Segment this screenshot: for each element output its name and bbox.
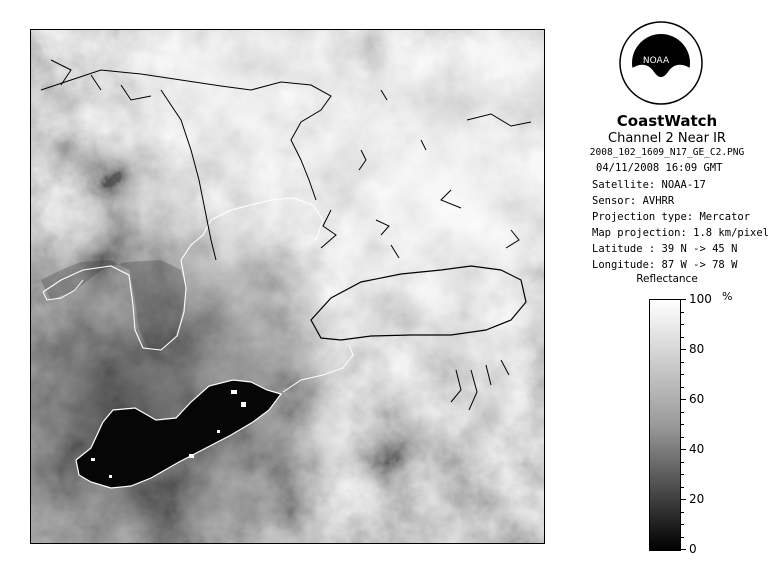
colorbar-tick-label: 60 <box>689 392 705 406</box>
map-projection-label: Map projection: 1.8 km/pixel <box>592 227 770 239</box>
satellite-label: Satellite: NOAA-17 <box>592 179 706 191</box>
info-panel <box>562 20 772 560</box>
satellite-image <box>30 29 545 544</box>
scale-title: Reflectance <box>636 273 698 285</box>
reflectance-colorbar <box>649 299 681 551</box>
datetime-label: 04/11/2008 16:09 GMT <box>596 162 723 174</box>
colorbar-tick <box>680 349 686 350</box>
colorbar-tick-label: 40 <box>689 442 705 456</box>
colorbar-tick-label: 20 <box>689 492 705 506</box>
colorbar-tick <box>680 324 684 325</box>
colorbar-tick <box>680 412 684 413</box>
colorbar-tick <box>680 374 684 375</box>
colorbar-tick <box>680 424 684 425</box>
colorbar-tick <box>680 437 684 438</box>
colorbar-tick-label: 100 <box>689 292 712 306</box>
filename-label: 2008_102_1609_N17_GE_C2.PNG <box>589 147 745 158</box>
channel-label: Channel 2 Near IR <box>608 131 726 146</box>
logo-text: NOAA <box>642 56 670 66</box>
colorbar-tick <box>680 337 684 338</box>
colorbar-tick <box>680 449 686 450</box>
colorbar-tick <box>680 399 686 400</box>
latitude-label: Latitude : 39 N -> 45 N <box>592 243 738 255</box>
sensor-label: Sensor: AVHRR <box>592 195 675 207</box>
colorbar-tick <box>680 549 686 550</box>
colorbar-tick <box>680 487 684 488</box>
colorbar-tick <box>680 312 684 313</box>
colorbar-tick <box>680 362 684 363</box>
colorbar-tick <box>680 537 684 538</box>
colorbar-tick <box>680 299 686 300</box>
longitude-label: Longitude: 87 W -> 78 W <box>592 259 738 271</box>
colorbar-tick-label: 0 <box>689 542 697 556</box>
colorbar-tick <box>680 512 684 513</box>
brand-title: CoastWatch <box>616 112 718 130</box>
colorbar-tick-label: 80 <box>689 342 705 356</box>
colorbar-tick <box>680 474 684 475</box>
colorbar-tick <box>680 524 684 525</box>
scale-unit: % <box>722 290 733 303</box>
projection-label: Projection type: Mercator <box>592 211 751 223</box>
colorbar-tick <box>680 462 684 463</box>
colorbar-tick <box>680 499 686 500</box>
colorbar-tick <box>680 387 684 388</box>
